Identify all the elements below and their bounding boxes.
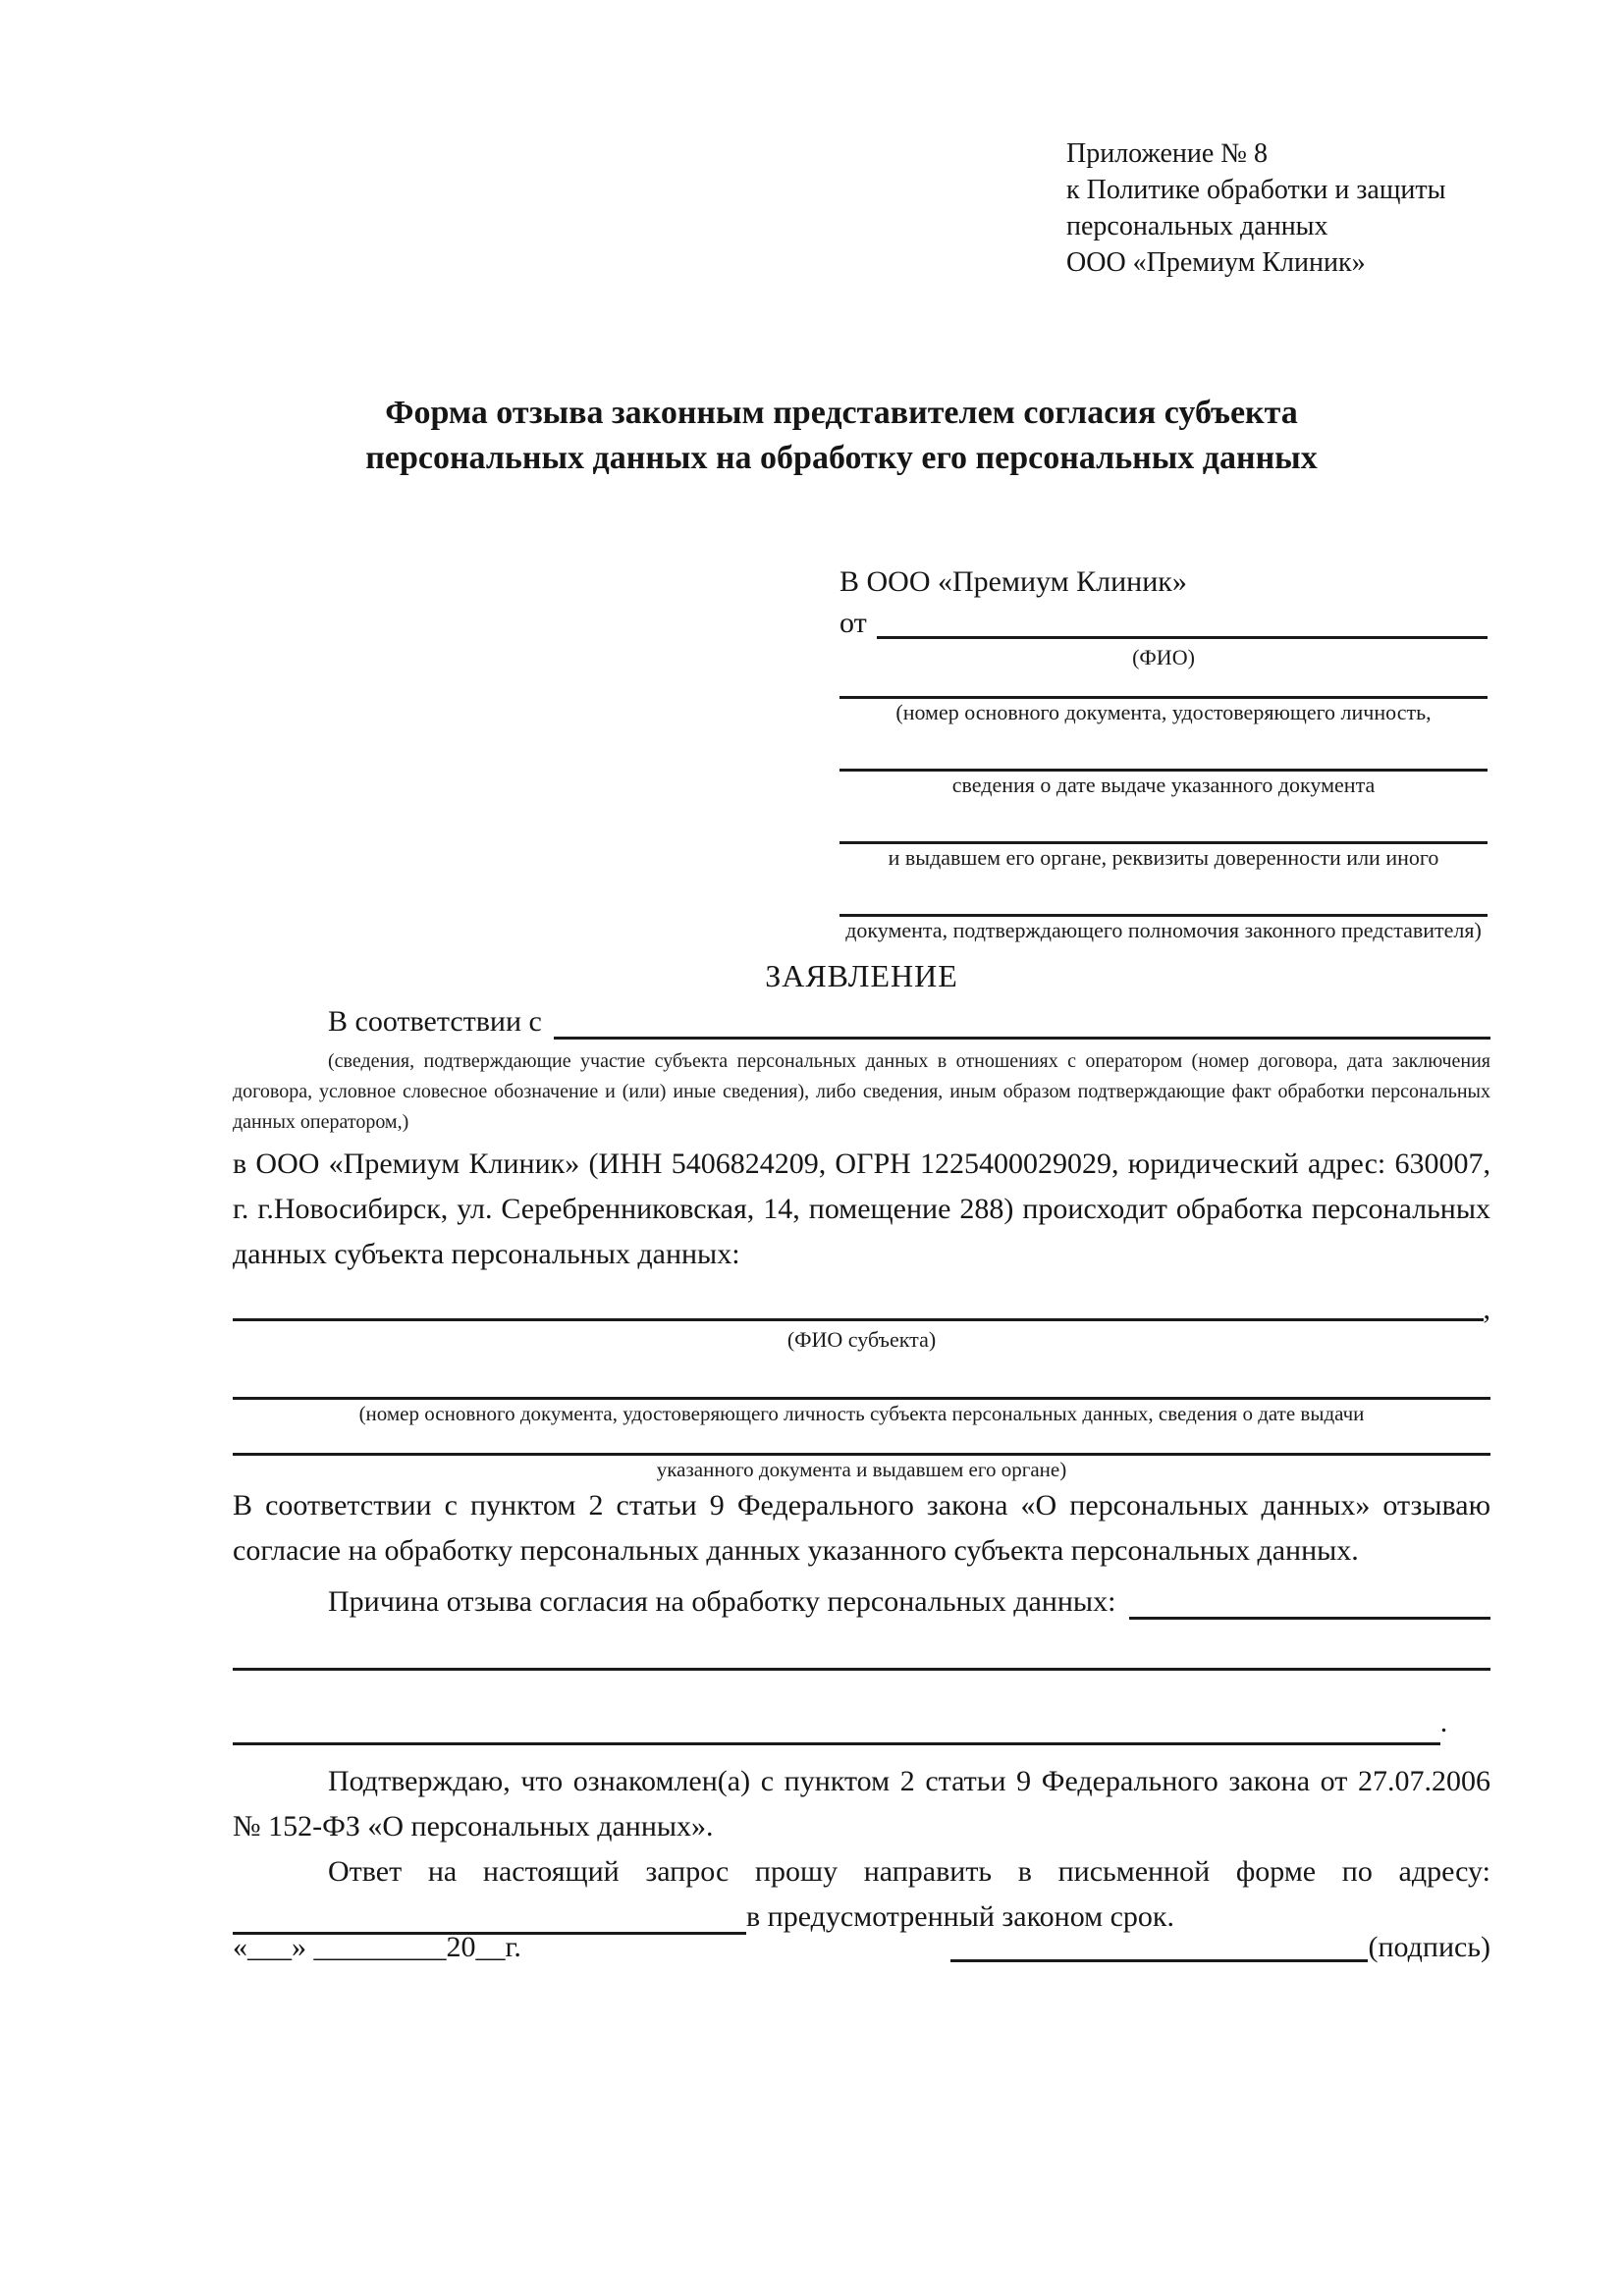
addressee-organization: В ООО «Премиум Клиник» bbox=[839, 565, 1187, 598]
fio-line-comma: , bbox=[1483, 1293, 1490, 1325]
document-title bbox=[184, 391, 1499, 481]
appendix-line-2: к Политике обработки и защиты bbox=[1066, 175, 1446, 205]
date-blank[interactable]: «___» _________20__г. bbox=[233, 1931, 521, 1963]
subject-fio-field-line[interactable] bbox=[233, 1318, 1484, 1321]
issue-date-caption: сведения о дате выдаче указанного документа bbox=[951, 773, 1376, 797]
footer-row bbox=[233, 1926, 1490, 1969]
reason-field-line-3[interactable] bbox=[233, 1742, 1440, 1745]
issuing-authority-caption: и выдавшем его органе, реквизиты доверенности или иного bbox=[888, 845, 1439, 870]
reason-line-period: . bbox=[1439, 1706, 1448, 1738]
document-number-caption: (номер основного документа, удостоверяющего личность, bbox=[895, 700, 1432, 724]
signature-group bbox=[950, 1926, 1490, 1969]
title-line-2: персональных данных на обработку его персональных данных bbox=[365, 440, 1318, 476]
addressee-block bbox=[839, 561, 1488, 943]
accordance-prefix: В соответствии с bbox=[328, 1005, 542, 1038]
appendix-line-4: ООО «Премиум Клиник» bbox=[1066, 247, 1366, 278]
statement-section bbox=[233, 954, 1490, 1940]
subject-fio-caption: (ФИО субъекта) bbox=[786, 1327, 937, 1352]
appendix-line-3: персональных данных bbox=[1066, 211, 1328, 241]
statement-heading: ЗАЯВЛЕНИЕ bbox=[765, 958, 958, 993]
accordance-row bbox=[233, 999, 1490, 1044]
representative-authority-caption: документа, подтверждающего полномочия законного представителя) bbox=[845, 918, 1482, 942]
fio-field-line[interactable] bbox=[877, 636, 1488, 639]
from-label: от bbox=[839, 607, 867, 639]
subject-document-caption-1: (номер основного документа, удостоверяющего личность субъекта персональных данных, сведения о дате выдачи bbox=[358, 1402, 1365, 1425]
reason-prefix: Причина отзыва согласия на обработку персональных данных: bbox=[328, 1585, 1116, 1618]
basis-field-line[interactable] bbox=[554, 1037, 1490, 1040]
title-line-1: Форма отзыва законным представителем согласия субъекта bbox=[385, 395, 1298, 431]
reason-row-3 bbox=[233, 1700, 1490, 1745]
fio-caption: (ФИО) bbox=[1132, 645, 1195, 669]
basis-caption: (сведения, подтверждающие участие субъекта персональных данных в отношениях с оператором (номер договора, дата заключения договора, условное словесное обозначение и (или) иные сведения), либо сведения, иным образом подтверждающие факт обработки персональных данных оператором,) bbox=[233, 1050, 1490, 1133]
appendix-line-1: Приложение № 8 bbox=[1066, 138, 1268, 169]
operator-paragraph: в ООО «Премиум Клиник» (ИНН 5406824209, ОГРН 1225400029029, юридический адрес: 630007, г. г.Новосибирск, ул. Серебренниковская, 14, помещение 288) происходит обработка персональных данных субъекта персональных данных: bbox=[233, 1148, 1490, 1270]
reason-field-line[interactable] bbox=[1129, 1617, 1490, 1620]
reason-row bbox=[233, 1579, 1490, 1625]
subject-fio-row bbox=[233, 1293, 1490, 1326]
from-row bbox=[839, 603, 1488, 644]
signature-caption: (подпись) bbox=[1368, 1931, 1490, 1963]
reply-suffix: в предусмотренный законом срок. bbox=[746, 1900, 1174, 1933]
reason-field-line-2[interactable] bbox=[233, 1668, 1490, 1671]
withdraw-paragraph: В соответствии с пунктом 2 статьи 9 Федерального закона «О персональных данных» отзываю согласие на обработку персональных данных указанного субъекта персональных данных. bbox=[233, 1489, 1490, 1567]
confirm-paragraph: Подтверждаю, что ознакомлен(а) с пунктом 2 статьи 9 Федерального закона от 27.07.2006 № 152-ФЗ «О персональных данных». bbox=[233, 1765, 1490, 1842]
signature-field-line[interactable] bbox=[950, 1959, 1368, 1962]
appendix-header bbox=[1066, 135, 1528, 281]
subject-document-caption-2: указанного документа и выдавшем его органе) bbox=[656, 1458, 1067, 1481]
reply-paragraph-line-1: Ответ на настоящий запрос прошу направить в письменной форме по адресу: bbox=[328, 1855, 1490, 1888]
